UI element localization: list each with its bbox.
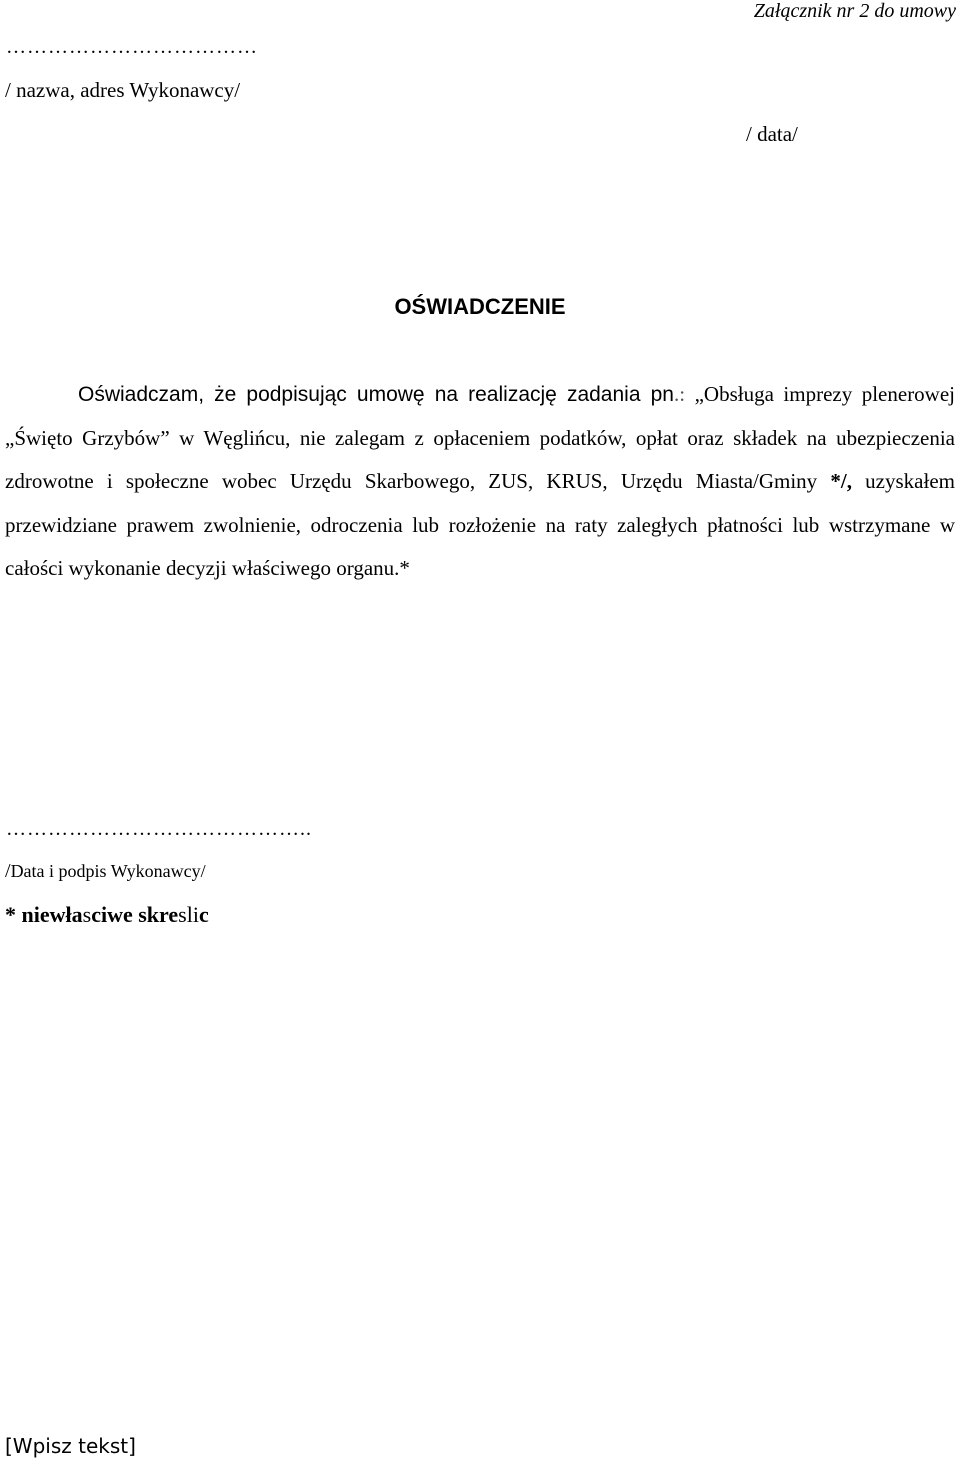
footer-placeholder-text[interactable]: [Wpisz tekst] (5, 1434, 136, 1458)
footnote-part-d: sli (178, 902, 199, 927)
statement-footnote-mark: */, (830, 469, 852, 494)
footnote-part-c: ciwe skre (91, 902, 179, 927)
statement-text-2: .: (673, 382, 695, 406)
statement-paragraph (5, 373, 955, 591)
document-title: OŚWIADCZENIE (394, 294, 566, 319)
signature-dotted-line: …………………………………….. (6, 818, 312, 840)
contractor-dotted-line: ……………………………… (6, 36, 258, 58)
attachment-label: Załącznik nr 2 do umowy (753, 0, 956, 22)
signature-label-text: Data i podpis Wykonawcy/ (10, 861, 206, 881)
statement-text-5: uzyskałem przewidziane prawem zwolnienie, odroczenia lub rozłożenie na raty zaległych płatności lub wstrzymane w całości wykonanie decyzji właściwego organu.* (5, 469, 955, 581)
footnote-part-a: * niewła (5, 902, 83, 927)
footnote-part-b: s (82, 902, 92, 927)
contractor-name-address-label: / nazwa, adres Wykonawcy/ (5, 78, 241, 102)
statement-text-1: Oświadczam, że podpisując umowę na realizację zadania pn (78, 383, 674, 406)
footnote-part-e: c (198, 902, 209, 927)
statement-text-3: „Obsługa imprezy plenerowej „Święto Grzybów” w Węglińcu, nie zalegam z opłaceniem podatków, opłat oraz składek na ubezpieczenia zdrowotne i społeczne wobec Urzędu Skarbowego, ZUS, KRUS, Urzędu Miasta/Gminy (5, 382, 956, 494)
date-label: / data/ (746, 122, 798, 146)
signature-label (5, 860, 206, 883)
footnote (5, 902, 209, 928)
signature-label-slash: / (5, 860, 11, 882)
